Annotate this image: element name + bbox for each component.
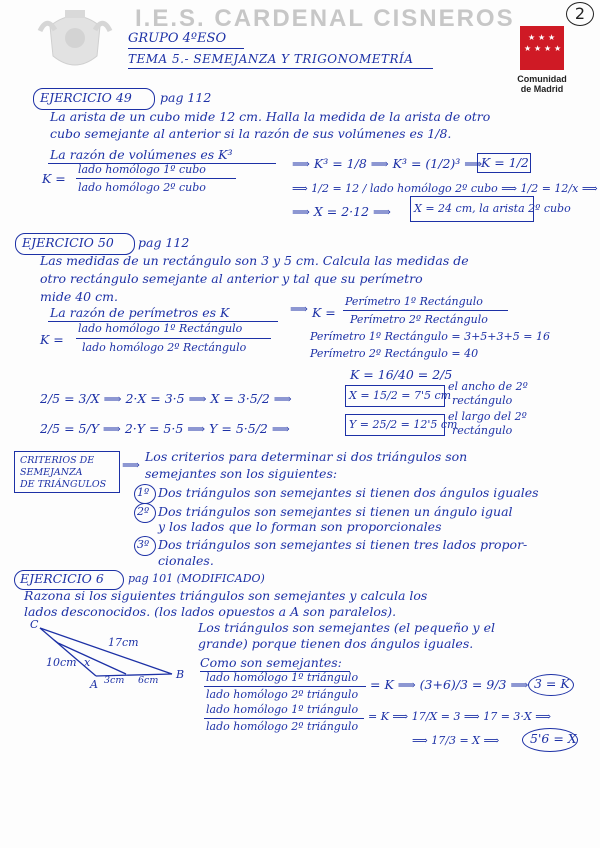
exercise-50-title: EJERCICIO 50	[22, 235, 114, 250]
exercise-49-k-denominator: lado homólogo 2º cubo	[78, 181, 206, 194]
exercise-49-k-result: K = 1/2	[481, 155, 529, 170]
vertex-c-label: C	[30, 618, 39, 631]
ratio-1-denominator: lado homólogo 2º triángulo	[206, 688, 359, 701]
exercise-50-k-denominator: lado homólogo 2º Rectángulo	[82, 341, 247, 354]
exercise-50-arrow: ⟹	[290, 301, 308, 316]
criterion-2-text-a: Dos triángulos son semejantes si tienen un ángulo igual	[158, 504, 513, 519]
criterion-1-number: 1º	[137, 486, 150, 499]
madrid-flag-logo: ★ ★ ★ ★ ★ ★ ★	[520, 26, 564, 70]
exercise-49-step-2: ⟹ 1/2 = 12 / lado homólogo 2º cubo ⟹ 1/2 = 12/x ⟹	[292, 182, 598, 195]
ratio-2-denominator: lado homólogo 2º triángulo	[206, 720, 359, 733]
criteria-intro-1: Los criterios para determinar si dos triángulos son	[145, 449, 468, 464]
exercise-49-step-1: ⟹ K³ = 1/8 ⟹ K³ = (1/2)³ ⟹	[292, 156, 483, 171]
criterion-3-text-b: cionales.	[158, 553, 214, 568]
exercise-50-perimeter-2: Perímetro 2º Rectángulo = 40	[310, 347, 479, 360]
criterion-2-number: 2º	[137, 505, 150, 518]
criterion-1-text: Dos triángulos son semejantes si tienen dos ángulos iguales	[158, 485, 539, 500]
ratio-1-numerator: lado homólogo 1º triángulo	[206, 671, 359, 684]
ratio-1-k: 3 = K	[534, 676, 570, 691]
exercise-49-ratio-label: La razón de volúmenes es K³	[50, 147, 233, 162]
side-17-label: 17cm	[108, 636, 139, 649]
ratio-2-numerator: lado homólogo 1º triángulo	[206, 703, 359, 716]
exercise-6-page: pag 101 (MODIFICADO)	[128, 572, 265, 585]
criteria-arrow: ⟹	[122, 457, 140, 472]
criteria-box-line-2: SEMEJANZA	[20, 467, 83, 478]
vertex-b-label: B	[176, 668, 185, 681]
side-x-label: x	[84, 656, 91, 669]
exercise-49-step-3: ⟹ X = 2·12 ⟹	[292, 204, 391, 219]
criteria-box-line-3: DE TRIÁNGULOS	[20, 479, 107, 490]
ratio-3-result: ⟹ 17/3 = X ⟹	[412, 734, 500, 747]
exercise-50-statement-3: mide 40 cm.	[40, 289, 118, 304]
region-label: Comunidad de Madrid	[517, 74, 567, 94]
exercise-49-page: pag 112	[160, 90, 212, 105]
exercise-50-statement-2: otro rectángulo semejante al anterior y tal que su perímetro	[40, 271, 423, 286]
criterion-3-number: 3º	[137, 538, 150, 551]
exercise-50-length-note-2: rectángulo	[452, 424, 513, 437]
exercise-50-length-result: Y = 25/2 = 12'5 cm	[349, 418, 458, 431]
exercise-50-k: K =	[40, 332, 64, 347]
criterion-3-text-a: Dos triángulos son semejantes si tienen tres lados propor-	[158, 537, 528, 552]
exercise-50-k-perim: K =	[312, 305, 336, 320]
exercise-50-ratio-label: La razón de perímetros es K	[50, 305, 230, 320]
exercise-50-equation-2: 2/5 = 5/Y ⟹ 2·Y = 5·5 ⟹ Y = 5·5/2 ⟹	[40, 421, 290, 436]
group-label: GRUPO 4ºESO	[128, 31, 227, 46]
side-6-label: 6cm	[138, 675, 159, 686]
exercise-50-k-numerator: lado homólogo 1º Rectángulo	[78, 322, 243, 335]
vertex-a-label: A	[90, 678, 98, 691]
exercise-50-perim-denominator: Perímetro 2º Rectángulo	[350, 313, 488, 326]
exercise-6-x-result: 5'6 = X	[530, 731, 577, 746]
exercise-6-since: Como son semejantes:	[200, 655, 342, 670]
exercise-50-perim-numerator: Perímetro 1º Rectángulo	[345, 295, 483, 308]
exercise-50-k-value: K = 16/40 = 2/5	[350, 367, 453, 382]
exercise-50-perimeter-1: Perímetro 1º Rectángulo = 3+5+3+5 = 16	[310, 330, 550, 343]
exercise-50-length-note-1: el largo del 2º	[448, 410, 527, 423]
criteria-intro-2: semejantes son los siguientes:	[145, 466, 338, 481]
exercise-6-reason-1: Los triángulos son semejantes (el pequeño y el	[198, 620, 495, 635]
exercise-50-page: pag 112	[138, 235, 190, 250]
exercise-49-result: X = 24 cm, la arista 2º cubo	[414, 202, 571, 215]
exercise-6-statement-1: Razona si los siguientes triángulos son semejantes y calcula los	[24, 588, 428, 603]
exercise-6-statement-2: lados desconocidos. (los lados opuestos a A son paralelos).	[24, 604, 397, 619]
exercise-49-title: EJERCICIO 49	[40, 90, 132, 105]
side-10-label: 10cm	[46, 656, 77, 669]
exercise-49-k-numerator: lado homólogo 1º cubo	[78, 163, 206, 176]
criterion-2-text-b: y los lados que lo forman son proporcionales	[158, 519, 442, 534]
side-3-label: 3cm	[104, 675, 125, 686]
exercise-6-reason-2: grande) porque tienen dos ángulos iguales.	[198, 636, 474, 651]
exercise-6-title: EJERCICIO 6	[20, 571, 104, 586]
ratio-1-result: = K ⟹ (3+6)/3 = 9/3 ⟹	[370, 677, 529, 692]
exercise-49-statement-2: cubo semejante al anterior si la razón de sus volúmenes es 1/8.	[50, 126, 452, 141]
school-name: I.E.S. CARDENAL CISNEROS	[135, 5, 515, 32]
exercise-50-width-result: X = 15/2 = 7'5 cm	[349, 389, 452, 402]
criteria-box-line-1: CRITERIOS DE	[20, 455, 95, 466]
exercise-49-k: K =	[42, 171, 66, 186]
exercise-49-statement-1: La arista de un cubo mide 12 cm. Halla la medida de la arista de otro	[50, 109, 491, 124]
exercise-50-width-note-2: rectángulo	[452, 394, 513, 407]
exercise-50-width-note-1: el ancho de 2º	[448, 380, 528, 393]
exercise-50-statement-1: Las medidas de un rectángulo son 3 y 5 cm. Calcula las medidas de	[40, 253, 469, 268]
page-number: 2	[566, 2, 594, 26]
ratio-2-result: = K ⟹ 17/X = 3 ⟹ 17 = 3·X ⟹	[368, 710, 551, 723]
exercise-50-equation-1: 2/5 = 3/X ⟹ 2·X = 3·5 ⟹ X = 3·5/2 ⟹	[40, 391, 292, 406]
topic-label: TEMA 5.- SEMEJANZA Y TRIGONOMETRÍA	[128, 52, 414, 66]
